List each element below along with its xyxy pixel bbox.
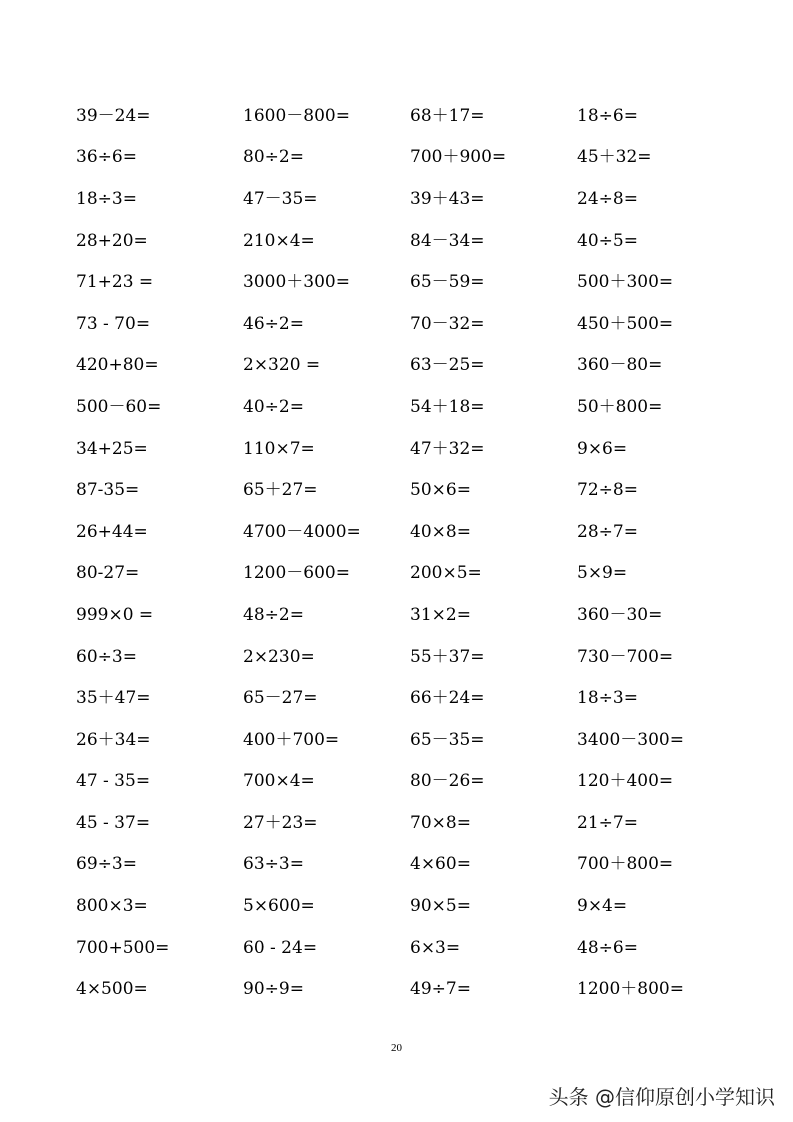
- problem-row: [76, 677, 756, 719]
- problem: 500－60=: [76, 396, 162, 417]
- problem: 27＋23=: [243, 812, 318, 833]
- problem: 65－59=: [410, 272, 485, 293]
- problem: 5×9=: [577, 563, 628, 584]
- problem-row: [76, 511, 756, 553]
- problem: 70－32=: [410, 313, 485, 334]
- problem: 70×8=: [410, 812, 471, 833]
- problem: 47＋32=: [410, 438, 485, 459]
- problem-row: [76, 761, 756, 803]
- problem: 80÷2=: [243, 147, 304, 168]
- problem-row: [76, 428, 756, 470]
- problem: 80-27=: [76, 563, 140, 584]
- problem: 60 - 24=: [243, 937, 318, 958]
- problem: 65－35=: [410, 729, 485, 750]
- problem-row: [76, 178, 756, 220]
- problem-row: [76, 469, 756, 511]
- problem: 80－26=: [410, 771, 485, 792]
- problem: 48÷6=: [577, 937, 638, 958]
- problem: 360－80=: [577, 355, 663, 376]
- problem-row: [76, 719, 756, 761]
- watermark-text: 头条 @信仰原创小学知识: [548, 1085, 775, 1109]
- problem: 700＋900=: [410, 147, 507, 168]
- problem: 400＋700=: [243, 729, 340, 750]
- problem: 2×230=: [243, 646, 315, 667]
- problem: 200×5=: [410, 563, 482, 584]
- problem: 2×320 =: [243, 355, 321, 376]
- problem: 55＋37=: [410, 646, 485, 667]
- problem: 49÷7=: [410, 979, 471, 1000]
- problem: 87-35=: [76, 480, 140, 501]
- problem: 110×7=: [243, 438, 315, 459]
- problem-row: [76, 802, 756, 844]
- problem: 1600－800=: [243, 105, 350, 126]
- problem: 50×6=: [410, 480, 471, 501]
- problem: 69÷3=: [76, 854, 137, 875]
- problem: 9×6=: [577, 438, 628, 459]
- problem: 46÷2=: [243, 313, 304, 334]
- problem-row: [76, 553, 756, 595]
- problem: 36÷6=: [76, 147, 137, 168]
- problem: 71+23 =: [76, 272, 154, 293]
- problem-row: [76, 968, 756, 1010]
- problem: 3400－300=: [577, 729, 684, 750]
- problem: 65－27=: [243, 688, 318, 709]
- problem: 60÷3=: [76, 646, 137, 667]
- problem: 700×4=: [243, 771, 315, 792]
- problem: 47 - 35=: [76, 771, 151, 792]
- problem: 800×3=: [76, 896, 148, 917]
- problem: 500＋300=: [577, 272, 674, 293]
- problem: 26+44=: [76, 521, 148, 542]
- problem-row: [76, 261, 756, 303]
- problem: 39－24=: [76, 105, 151, 126]
- problem-row: [76, 594, 756, 636]
- problem: 28÷7=: [577, 521, 638, 542]
- problem: 999×0 =: [76, 604, 154, 625]
- problem: 45＋32=: [577, 147, 652, 168]
- problem: 4700－4000=: [243, 521, 361, 542]
- problem: 40×8=: [410, 521, 471, 542]
- problem: 360－30=: [577, 604, 663, 625]
- worksheet: [76, 95, 756, 1010]
- problem: 21÷7=: [577, 812, 638, 833]
- problem-row: [76, 636, 756, 678]
- page-number: 20: [391, 1042, 402, 1054]
- problem: 26＋34=: [76, 729, 151, 750]
- problem: 31×2=: [410, 604, 471, 625]
- problem: 84－34=: [410, 230, 485, 251]
- problem: 28+20=: [76, 230, 148, 251]
- problem: 90×5=: [410, 896, 471, 917]
- problem: 63÷3=: [243, 854, 304, 875]
- problem: 3000＋300=: [243, 272, 350, 293]
- problem-row: [76, 844, 756, 886]
- problem: 6×3=: [410, 937, 461, 958]
- problem: 120＋400=: [577, 771, 674, 792]
- problem: 40÷5=: [577, 230, 638, 251]
- problem: 73 - 70=: [76, 313, 151, 334]
- problem: 18÷3=: [577, 688, 638, 709]
- problem: 66＋24=: [410, 688, 485, 709]
- problem-row: [76, 95, 756, 137]
- problem: 700＋800=: [577, 854, 674, 875]
- problem: 420+80=: [76, 355, 159, 376]
- problem: 90÷9=: [243, 979, 304, 1000]
- problem: 4×60=: [410, 854, 471, 875]
- problem: 50＋800=: [577, 396, 663, 417]
- problem: 730－700=: [577, 646, 674, 667]
- problem-row: [76, 303, 756, 345]
- problem: 18÷6=: [577, 105, 638, 126]
- problem-row: [76, 927, 756, 969]
- problem-row: [76, 885, 756, 927]
- problem: 4×500=: [76, 979, 148, 1000]
- problem: 63－25=: [410, 355, 485, 376]
- problem: 72÷8=: [577, 480, 638, 501]
- problem: 35＋47=: [76, 688, 151, 709]
- problem: 24÷8=: [577, 188, 638, 209]
- problem-row: [76, 137, 756, 179]
- problem-row: [76, 386, 756, 428]
- problem: 68＋17=: [410, 105, 485, 126]
- problem: 54＋18=: [410, 396, 485, 417]
- problem: 65＋27=: [243, 480, 318, 501]
- problem: 39＋43=: [410, 188, 485, 209]
- problem: 40÷2=: [243, 396, 304, 417]
- problem: 47－35=: [243, 188, 318, 209]
- problem: 700+500=: [76, 937, 170, 958]
- problem: 45 - 37=: [76, 812, 151, 833]
- problem: 34+25=: [76, 438, 148, 459]
- problem: 450＋500=: [577, 313, 674, 334]
- problem-row: [76, 220, 756, 262]
- problem: 9×4=: [577, 896, 628, 917]
- problem: 1200－600=: [243, 563, 350, 584]
- problem: 1200＋800=: [577, 979, 684, 1000]
- problem: 210×4=: [243, 230, 315, 251]
- problem: 48÷2=: [243, 604, 304, 625]
- problem: 18÷3=: [76, 188, 137, 209]
- problem: 5×600=: [243, 896, 315, 917]
- problem-row: [76, 345, 756, 387]
